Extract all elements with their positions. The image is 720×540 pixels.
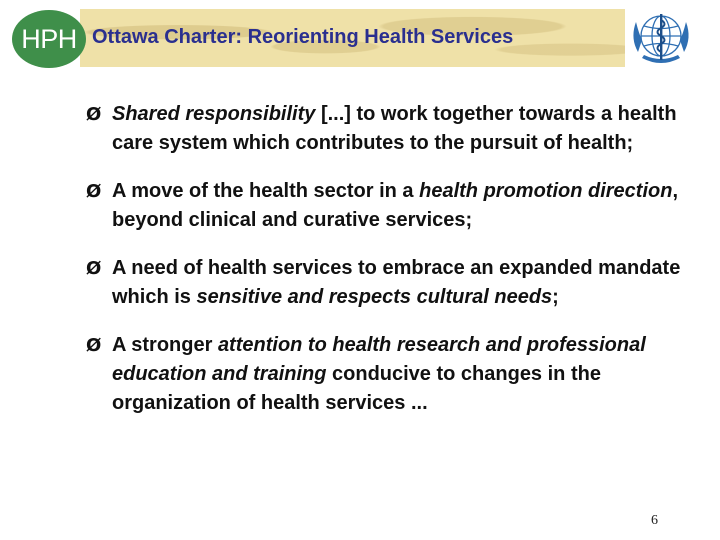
bullet-text-run: attention to health research and professional education and training [112,334,646,385]
bullet-text-run: ; [552,286,559,308]
bullet-list [86,100,686,437]
bullet-arrow-icon: Ø [86,181,102,202]
bullet-text-run: Shared responsibility [112,103,316,125]
bullet-text-run: A need of health services to embrace an expanded mandate which is [112,257,681,308]
bullet-text-run: , beyond clinical and curative services; [112,180,679,231]
bullet-text-run: health promotion direction [419,180,673,202]
slide-title: Ottawa Charter: Reorienting Health Services [92,26,514,48]
bullet-text-run: A stronger [112,334,218,356]
bullet-item [86,254,686,312]
who-emblem-icon [628,6,694,72]
bullet-arrow-icon: Ø [86,335,102,356]
bullet-text-run: sensitive and respects cultural needs [196,286,553,308]
hph-logo-text: HPH [21,23,77,54]
bullet-item [86,177,686,235]
hph-logo [12,10,86,68]
bullet-text-run: [...] to work together towards a health care system which contributes to the pursuit of health; [112,103,677,154]
bullet-text-run: conducive to changes in the organization of health services ... [112,363,601,414]
bullet-item [86,100,686,158]
bullet-text-run: A move of the health sector in a [112,180,420,202]
page-number: 6 [651,513,658,528]
bullet-arrow-icon: Ø [86,258,102,279]
bullet-arrow-icon: Ø [86,104,102,125]
bullet-item [86,331,686,418]
